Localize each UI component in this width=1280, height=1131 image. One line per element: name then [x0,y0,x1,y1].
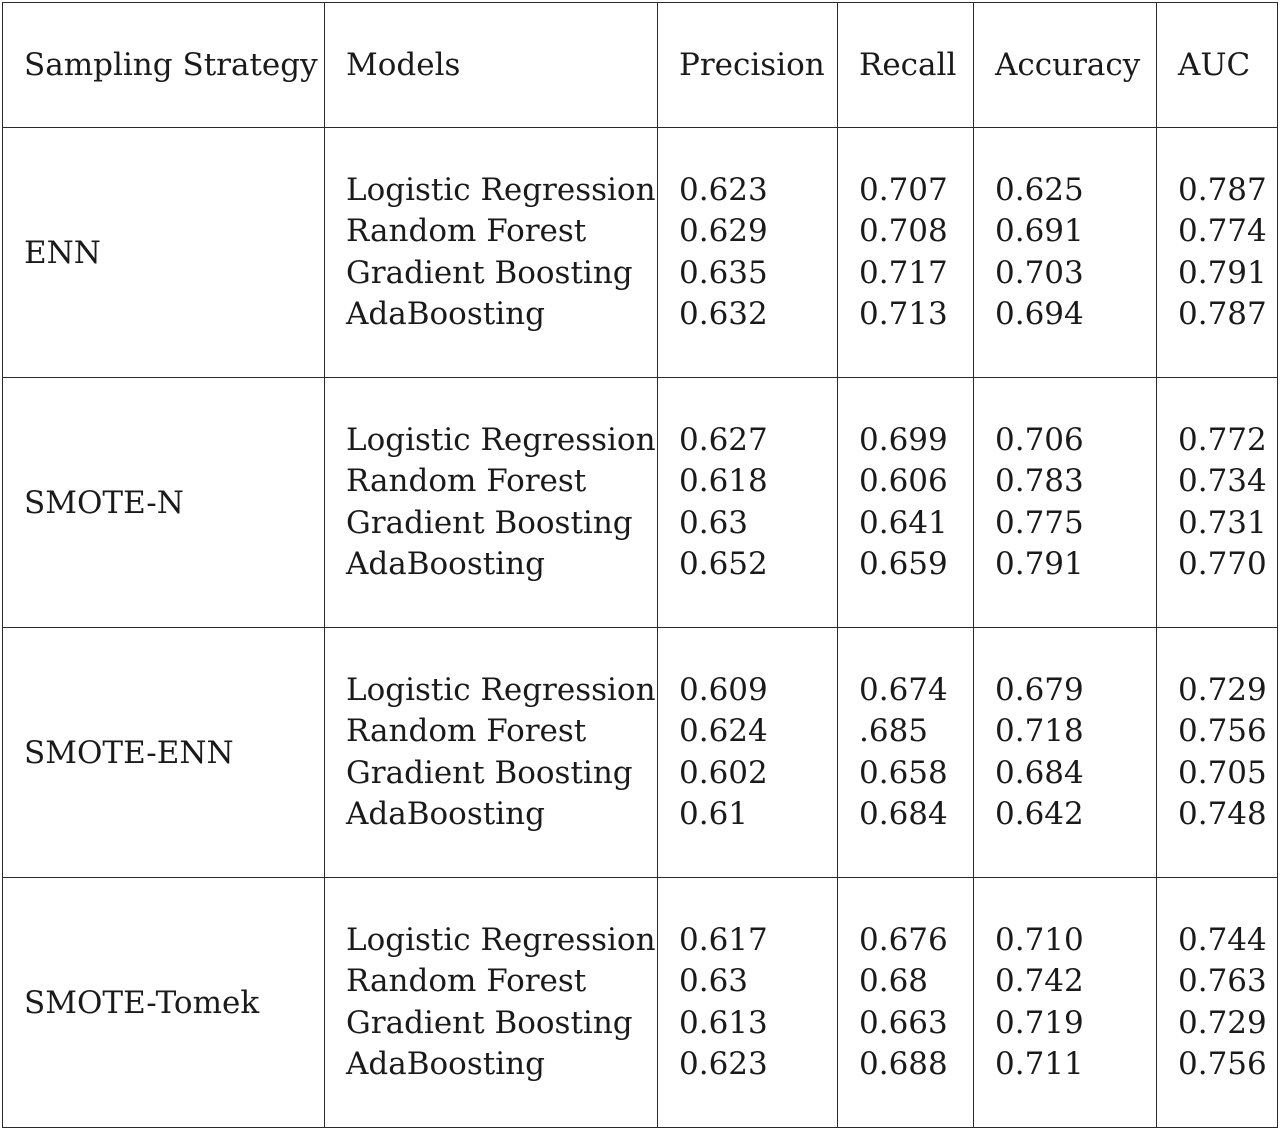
recall-cell [838,878,974,1128]
accuracy-value: 0.711 [995,1046,1084,1082]
strategy-cell [3,378,325,628]
auc-value: 0.772 [1178,421,1267,458]
auc-value: 0.734 [1178,463,1267,499]
header-recall: Recall [838,3,974,128]
strategy-cell [3,128,325,378]
results-table [2,2,1278,1128]
accuracy-value: 0.706 [995,421,1084,458]
recall-value: 0.68 [859,963,929,999]
table-row [3,378,1278,628]
strategy-cell [3,878,325,1128]
accuracy-value: 0.710 [995,921,1084,958]
precision-cell [658,128,838,378]
precision-cell [658,628,838,878]
accuracy-cell [974,878,1157,1128]
accuracy-value: 0.775 [995,504,1084,541]
strategy-name: ENN [24,234,101,271]
strategy-name: SMOTE-Tomek [24,984,260,1021]
auc-value: 0.756 [1178,713,1267,749]
accuracy-cell [974,628,1157,878]
model-name: AdaBoosting [346,296,545,332]
models-cell [325,378,658,628]
accuracy-value: 0.791 [995,546,1084,582]
model-name: Gradient Boosting [346,504,633,541]
recall-cell [838,128,974,378]
recall-value: .685 [859,713,929,749]
precision-value: 0.623 [679,171,768,208]
precision-value: 0.627 [679,421,768,458]
models-cell [325,878,658,1128]
recall-value: 0.663 [859,1004,948,1041]
model-name: Gradient Boosting [346,254,633,291]
precision-value: 0.624 [679,713,768,749]
auc-value: 0.787 [1178,171,1267,208]
precision-value: 0.635 [679,254,768,291]
precision-value: 0.617 [679,921,768,958]
recall-value: 0.606 [859,463,948,499]
recall-value: 0.674 [859,671,948,708]
auc-value: 0.770 [1178,546,1267,582]
header-precision: Precision [658,3,838,128]
auc-value: 0.756 [1178,1046,1267,1082]
accuracy-cell [974,128,1157,378]
table-row [3,128,1278,378]
precision-value: 0.613 [679,1004,768,1041]
header-auc: AUC [1157,3,1278,128]
recall-value: 0.688 [859,1046,948,1082]
recall-cell [838,378,974,628]
model-name: Logistic Regression [346,421,656,458]
recall-value: 0.699 [859,421,948,458]
header-models: Models [325,3,658,128]
precision-value: 0.609 [679,671,768,708]
models-cell [325,628,658,878]
precision-value: 0.618 [679,463,768,499]
models-cell [325,128,658,378]
precision-cell [658,878,838,1128]
model-name: Logistic Regression [346,921,656,958]
accuracy-value: 0.694 [995,296,1084,332]
recall-value: 0.684 [859,796,948,832]
model-name: Random Forest [346,463,587,499]
table-row [3,628,1278,878]
header-row [3,3,1278,128]
accuracy-value: 0.642 [995,796,1084,832]
recall-cell [838,628,974,878]
accuracy-value: 0.684 [995,754,1084,791]
auc-cell [1157,128,1278,378]
accuracy-value: 0.703 [995,254,1084,291]
recall-value: 0.641 [859,504,948,541]
header-accuracy: Accuracy [974,3,1157,128]
auc-cell [1157,878,1278,1128]
precision-value: 0.623 [679,1046,768,1082]
model-name: Logistic Regression [346,671,656,708]
auc-value: 0.748 [1178,796,1267,832]
auc-value: 0.774 [1178,213,1267,249]
auc-value: 0.744 [1178,921,1267,958]
accuracy-value: 0.625 [995,171,1084,208]
accuracy-value: 0.718 [995,713,1084,749]
recall-value: 0.676 [859,921,948,958]
recall-value: 0.717 [859,254,948,291]
accuracy-value: 0.719 [995,1004,1084,1041]
strategy-name: SMOTE-ENN [24,734,234,771]
precision-value: 0.63 [679,963,749,999]
model-name: AdaBoosting [346,1046,545,1082]
recall-value: 0.658 [859,754,948,791]
model-name: AdaBoosting [346,796,545,832]
recall-value: 0.707 [859,171,948,208]
auc-value: 0.729 [1178,1004,1267,1041]
recall-value: 0.659 [859,546,948,582]
model-name: Gradient Boosting [346,1004,633,1041]
auc-cell [1157,628,1278,878]
strategy-name: SMOTE-N [24,484,184,521]
auc-value: 0.787 [1178,296,1267,332]
precision-cell [658,378,838,628]
model-name: Gradient Boosting [346,754,633,791]
model-name: Logistic Regression [346,171,656,208]
precision-value: 0.602 [679,754,768,791]
model-name: Random Forest [346,963,587,999]
accuracy-value: 0.691 [995,213,1084,249]
accuracy-value: 0.679 [995,671,1084,708]
auc-value: 0.705 [1178,754,1267,791]
model-name: Random Forest [346,713,587,749]
auc-value: 0.729 [1178,671,1267,708]
accuracy-cell [974,378,1157,628]
table-row [3,878,1278,1128]
precision-value: 0.63 [679,504,749,541]
precision-value: 0.629 [679,213,768,249]
recall-value: 0.708 [859,213,948,249]
auc-value: 0.791 [1178,254,1267,291]
strategy-cell [3,628,325,878]
model-name: Random Forest [346,213,587,249]
precision-value: 0.652 [679,546,768,582]
header-sampling-strategy: Sampling Strategy [3,3,325,128]
precision-value: 0.632 [679,296,768,332]
model-name: AdaBoosting [346,546,545,582]
auc-cell [1157,378,1278,628]
precision-value: 0.61 [679,796,749,832]
auc-value: 0.763 [1178,963,1267,999]
accuracy-value: 0.742 [995,963,1084,999]
accuracy-value: 0.783 [995,463,1084,499]
recall-value: 0.713 [859,296,948,332]
auc-value: 0.731 [1178,504,1267,541]
